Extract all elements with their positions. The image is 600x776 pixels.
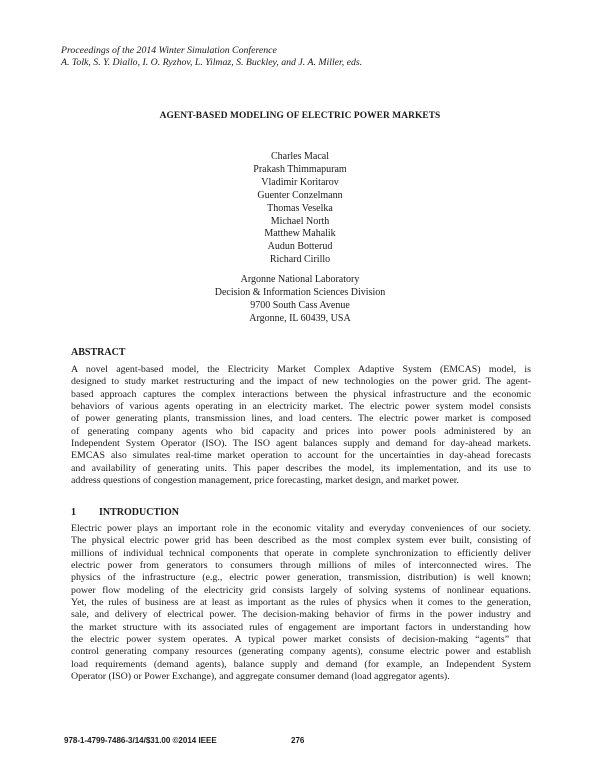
footer-isbn: 978-1-4799-7486-3/14/$31.00 ©2014 IEEE <box>64 736 217 745</box>
affiliation-division: Decision & Information Sciences Division <box>214 286 386 298</box>
section-heading: INTRODUCTION <box>99 507 180 518</box>
affiliation <box>0 274 600 326</box>
author-name: Thomas Veselka <box>267 202 333 214</box>
abstract-heading: ABSTRACT <box>71 347 126 358</box>
text-line: electric power from generators to consumers through millions of miles of interconnected wires. The <box>71 560 531 572</box>
text-line: of power generating plants, transmission lines, and load centers. The electric power market is composed <box>71 413 531 425</box>
text-line: EMCAS also simulates real-time market operation to account for the uncertainties in day-ahead forecasts <box>71 450 531 462</box>
text-line: power flow modeling of the electricity grid consists largely of solving systems of nonlinear equations. <box>71 584 531 596</box>
text-line: Electric power plays an important role in the economic vitality and everyday conveniences of our society. <box>71 523 531 534</box>
text-line: A novel agent-based model, the Electricity Market Complex Adaptive System (EMCAS) model, is <box>71 364 531 375</box>
text-line: based approach captures the complex interactions between the physical infrastructure and the economic <box>71 388 531 400</box>
author-name: Matthew Mahalik <box>264 228 336 240</box>
text-line: millions of individual technical components that operate in complete synchronization to efficiently deliver <box>71 547 531 559</box>
proceedings-title: Proceedings of the 2014 Winter Simulation Conference <box>61 45 277 56</box>
author-name: Vladimir Koritarov <box>261 176 339 188</box>
editors-line: A. Tolk, S. Y. Diallo, I. O. Ryzhov, L. Yilmaz, S. Buckley, and J. A. Miller, eds. <box>61 57 363 68</box>
introduction-body <box>71 523 531 683</box>
section-number: 1 <box>71 507 76 518</box>
author-name: Richard Cirillo <box>269 254 331 266</box>
text-line: physics of the infrastructure (e.g., electric power generation, transmission, distribution) is well known; <box>71 572 531 584</box>
text-line: the electric power system operates. A typical power market consists of decision-making “agents” that <box>71 634 531 646</box>
text-line: Yet, the rules of business are at least as important as the rules of physics when it comes to the generation, <box>71 597 531 609</box>
author-name: Prakash Thimmapuram <box>253 163 347 175</box>
text-line: and availability of generating units. This paper describes the model, its implementation, and its use to <box>71 462 531 474</box>
author-name: Guenter Conzelmann <box>257 189 343 201</box>
text-line: The physical electric power grid has been described as the most complex system ever built, consisting of <box>71 535 531 547</box>
text-line: behaviors of various agents operating in an electricity market. The electric power system model consists <box>71 401 531 413</box>
author-name: Michael North <box>270 215 330 227</box>
text-line: control generating company resources (generating company agents), consume electric power and establish <box>71 646 531 658</box>
text-line: Independent System Operator (ISO). The ISO agent balances supply and demand for day-ahead markets. <box>71 438 531 450</box>
affiliation-org: Argonne National Laboratory <box>240 274 360 285</box>
text-line: address questions of congestion management, price forecasting, market design, and market power. <box>71 475 460 487</box>
page-number: 276 <box>291 736 305 745</box>
text-line: Operator (ISO) or Power Exchange), and aggregate consumer demand (load aggregator agents). <box>71 671 450 683</box>
text-line: designed to study market restructuring and the impact of new technologies on the power grid. The agent- <box>71 376 531 388</box>
text-line: sale, and delivery of electrical power. The decision-making behavior of firms in the power industry and <box>71 609 531 621</box>
author-name: Audun Botterud <box>267 241 333 253</box>
author-name: Charles Macal <box>270 151 330 162</box>
paper-title: AGENT-BASED MODELING OF ELECTRIC POWER MARKETS <box>159 111 441 121</box>
affiliation-city: Argonne, IL 60439, USA <box>249 312 351 324</box>
abstract-body <box>71 364 531 487</box>
affiliation-street: 9700 South Cass Avenue <box>250 299 350 311</box>
text-line: load requirements (demand agents), balance supply and demand (for example, an Independent System <box>71 658 531 670</box>
author-list <box>0 151 600 267</box>
text-line: of generating company agents who bid capacity and prices into power pools administered by an <box>71 425 531 437</box>
text-line: the market structure with its associated rules of engagement are important factors in understanding how <box>71 621 531 633</box>
